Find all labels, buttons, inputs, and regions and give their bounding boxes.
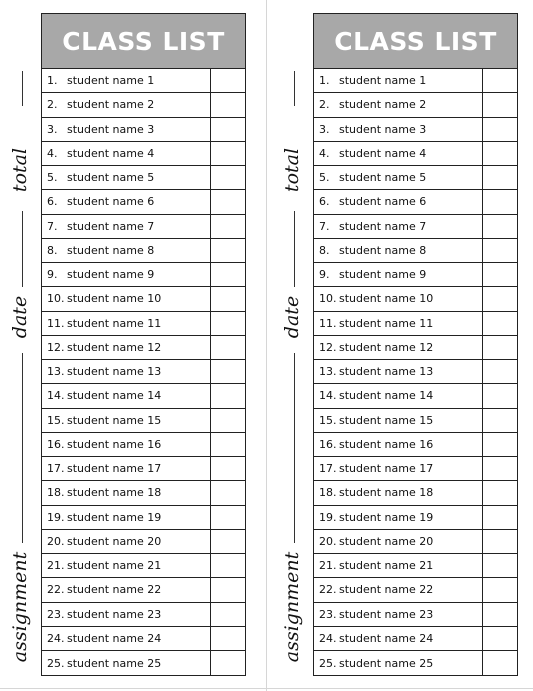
table-row [314, 578, 517, 602]
student-name-cell [42, 360, 210, 383]
student-name: student name 12 [339, 340, 434, 354]
row-number: 25. [47, 656, 65, 670]
table-row [42, 142, 245, 166]
class-list-title: CLASS LIST [334, 26, 497, 56]
date-line [22, 353, 23, 543]
table-row [314, 166, 517, 190]
date-label-text: date [9, 295, 31, 339]
score-cell[interactable] [482, 530, 517, 553]
row-number: 3. [47, 122, 58, 136]
table-row [314, 118, 517, 142]
assignment-label-text: assignment [281, 551, 303, 663]
score-cell[interactable] [210, 554, 245, 577]
student-name-cell [42, 409, 210, 432]
table-row [314, 263, 517, 287]
score-cell[interactable] [482, 118, 517, 141]
score-cell[interactable] [210, 93, 245, 116]
student-name: student name 4 [339, 146, 427, 160]
student-name-cell [314, 312, 482, 335]
table-row [42, 263, 245, 287]
student-name-cell [314, 336, 482, 359]
student-name: student name 11 [67, 316, 162, 330]
table-row [42, 409, 245, 433]
table-row [42, 239, 245, 263]
class-list-header [314, 14, 517, 69]
score-cell[interactable] [482, 409, 517, 432]
student-name: student name 15 [339, 413, 434, 427]
student-name-cell [42, 603, 210, 626]
student-name: student name 22 [339, 583, 434, 597]
score-cell[interactable] [482, 93, 517, 116]
student-name-cell [42, 215, 210, 238]
table-row [314, 360, 517, 384]
student-name-cell [314, 142, 482, 165]
student-name-cell [42, 336, 210, 359]
score-cell[interactable] [210, 263, 245, 286]
row-number: 12. [319, 340, 337, 354]
table-row [314, 409, 517, 433]
student-name: student name 10 [339, 292, 434, 306]
table-row [314, 287, 517, 311]
table-row [42, 457, 245, 481]
table-row [314, 190, 517, 214]
student-name: student name 13 [67, 365, 162, 379]
score-cell[interactable] [482, 627, 517, 650]
score-cell[interactable] [210, 215, 245, 238]
score-cell[interactable] [482, 190, 517, 213]
student-name: student name 1 [339, 74, 427, 88]
student-name-cell [314, 578, 482, 601]
student-name: student name 9 [339, 268, 427, 282]
table-row [42, 384, 245, 408]
score-cell[interactable] [210, 481, 245, 504]
student-name-cell [314, 263, 482, 286]
table-row [42, 118, 245, 142]
table-row [42, 360, 245, 384]
score-cell[interactable] [482, 239, 517, 262]
row-number: 24. [319, 631, 337, 645]
student-name-cell [314, 239, 482, 262]
table-row [314, 433, 517, 457]
student-name: student name 8 [339, 243, 427, 257]
student-name-cell [314, 554, 482, 577]
table-row [42, 554, 245, 578]
student-rows [42, 69, 245, 675]
student-name-cell [314, 530, 482, 553]
score-cell[interactable] [482, 360, 517, 383]
total-label-text: total [9, 147, 31, 193]
row-number: 18. [47, 486, 65, 500]
side-labels [272, 13, 312, 678]
row-number: 23. [319, 607, 337, 621]
student-name: student name 17 [339, 462, 434, 476]
student-name: student name 7 [67, 219, 155, 233]
student-name-cell [314, 384, 482, 407]
student-name-cell [42, 239, 210, 262]
row-number: 11. [319, 316, 337, 330]
score-cell[interactable] [210, 603, 245, 626]
student-rows [314, 69, 517, 675]
row-number: 12. [47, 340, 65, 354]
score-cell[interactable] [210, 530, 245, 553]
score-cell[interactable] [482, 142, 517, 165]
score-cell[interactable] [482, 215, 517, 238]
row-number: 22. [319, 583, 337, 597]
score-cell[interactable] [210, 336, 245, 359]
student-name-cell [42, 433, 210, 456]
table-row [314, 384, 517, 408]
student-name-cell [42, 142, 210, 165]
row-number: 18. [319, 486, 337, 500]
table-row [314, 336, 517, 360]
table-row [42, 312, 245, 336]
score-cell[interactable] [210, 166, 245, 189]
row-number: 13. [319, 365, 337, 379]
score-cell[interactable] [482, 578, 517, 601]
class-list-header [42, 14, 245, 69]
student-name-cell [314, 506, 482, 529]
student-name-cell [42, 457, 210, 480]
row-number: 22. [47, 583, 65, 597]
table-row [42, 287, 245, 311]
student-name: student name 21 [67, 559, 162, 573]
student-name-cell [42, 530, 210, 553]
row-number: 1. [319, 74, 330, 88]
row-number: 5. [319, 171, 330, 185]
row-number: 20. [319, 534, 337, 548]
row-number: 10. [319, 292, 337, 306]
student-name-cell [42, 384, 210, 407]
score-cell[interactable] [482, 506, 517, 529]
student-name: student name 14 [67, 389, 162, 403]
student-name: student name 2 [67, 98, 155, 112]
score-cell[interactable] [210, 312, 245, 335]
student-name-cell [314, 627, 482, 650]
total-label-text: total [281, 147, 303, 193]
table-row [314, 651, 517, 675]
student-name-cell [42, 312, 210, 335]
assignment-label-text: assignment [9, 551, 31, 663]
student-name: student name 9 [67, 268, 155, 282]
score-cell[interactable] [482, 336, 517, 359]
row-number: 6. [47, 195, 58, 209]
row-number: 14. [47, 389, 65, 403]
student-name-cell [42, 578, 210, 601]
row-number: 19. [319, 510, 337, 524]
row-number: 24. [47, 631, 65, 645]
student-name: student name 7 [339, 219, 427, 233]
student-name-cell [314, 409, 482, 432]
table-row [314, 457, 517, 481]
table-row [314, 312, 517, 336]
student-name-cell [314, 93, 482, 116]
score-cell[interactable] [482, 287, 517, 310]
table-row [314, 481, 517, 505]
row-number: 16. [319, 437, 337, 451]
score-cell[interactable] [210, 578, 245, 601]
row-number: 25. [319, 656, 337, 670]
score-cell[interactable] [210, 457, 245, 480]
table-row [42, 93, 245, 117]
bottom-rule [0, 688, 533, 689]
row-number: 20. [47, 534, 65, 548]
student-name: student name 18 [67, 486, 162, 500]
table-row [314, 239, 517, 263]
score-cell[interactable] [482, 603, 517, 626]
row-number: 15. [47, 413, 65, 427]
table-row [42, 166, 245, 190]
score-cell[interactable] [210, 506, 245, 529]
score-cell[interactable] [210, 239, 245, 262]
table-row [42, 433, 245, 457]
student-name-cell [42, 166, 210, 189]
student-name: student name 16 [339, 437, 434, 451]
score-cell[interactable] [482, 651, 517, 675]
score-cell[interactable] [482, 554, 517, 577]
student-name: student name 20 [67, 534, 162, 548]
table-row [42, 190, 245, 214]
row-number: 13. [47, 365, 65, 379]
student-name-cell [42, 651, 210, 675]
row-number: 9. [319, 268, 330, 282]
row-number: 6. [319, 195, 330, 209]
row-number: 21. [47, 559, 65, 573]
student-name-cell [42, 627, 210, 650]
assignment-label [8, 548, 32, 666]
student-name: student name 15 [67, 413, 162, 427]
table-row [42, 215, 245, 239]
score-cell[interactable] [210, 651, 245, 675]
student-name-cell [42, 481, 210, 504]
total-fill-line [294, 71, 295, 106]
row-number: 5. [47, 171, 58, 185]
student-name: student name 1 [67, 74, 155, 88]
row-number: 14. [319, 389, 337, 403]
table-row [314, 627, 517, 651]
row-number: 8. [47, 243, 58, 257]
table-row [314, 215, 517, 239]
assignment-label [280, 548, 304, 666]
student-name: student name 12 [67, 340, 162, 354]
student-name-cell [314, 360, 482, 383]
student-name: student name 5 [67, 171, 155, 185]
student-name: student name 3 [339, 122, 427, 136]
table-row [42, 530, 245, 554]
row-number: 2. [47, 98, 58, 112]
table-row [314, 93, 517, 117]
row-number: 19. [47, 510, 65, 524]
student-name-cell [42, 190, 210, 213]
student-name-cell [42, 263, 210, 286]
student-name-cell [314, 603, 482, 626]
row-number: 7. [47, 219, 58, 233]
student-name-cell [42, 506, 210, 529]
total-line-lower [22, 211, 23, 287]
student-name: student name 2 [339, 98, 427, 112]
table-row [314, 554, 517, 578]
class-list-sheet-left [0, 13, 266, 678]
score-cell[interactable] [482, 481, 517, 504]
student-name-cell [42, 69, 210, 92]
score-cell[interactable] [482, 166, 517, 189]
student-name-cell [314, 457, 482, 480]
row-number: 4. [47, 146, 58, 160]
total-label [8, 141, 32, 199]
row-number: 8. [319, 243, 330, 257]
student-name: student name 17 [67, 462, 162, 476]
class-list-box [41, 13, 246, 676]
row-number: 23. [47, 607, 65, 621]
student-name: student name 5 [339, 171, 427, 185]
student-name-cell [42, 287, 210, 310]
student-name-cell [42, 93, 210, 116]
table-row [42, 627, 245, 651]
side-labels [0, 13, 40, 678]
table-row [42, 69, 245, 93]
student-name: student name 21 [339, 559, 434, 573]
score-cell[interactable] [482, 433, 517, 456]
row-number: 21. [319, 559, 337, 573]
total-line-lower [294, 211, 295, 287]
row-number: 17. [319, 462, 337, 476]
table-row [42, 506, 245, 530]
table-row [42, 578, 245, 602]
student-name: student name 25 [339, 656, 434, 670]
row-number: 10. [47, 292, 65, 306]
score-cell[interactable] [482, 312, 517, 335]
row-number: 9. [47, 268, 58, 282]
class-list-title: CLASS LIST [62, 26, 225, 56]
student-name: student name 10 [67, 292, 162, 306]
table-row [314, 69, 517, 93]
student-name: student name 22 [67, 583, 162, 597]
student-name: student name 6 [339, 195, 427, 209]
row-number: 17. [47, 462, 65, 476]
student-name-cell [42, 118, 210, 141]
score-cell[interactable] [482, 457, 517, 480]
student-name: student name 18 [339, 486, 434, 500]
student-name: student name 16 [67, 437, 162, 451]
score-cell[interactable] [210, 142, 245, 165]
student-name-cell [314, 287, 482, 310]
student-name-cell [314, 433, 482, 456]
score-cell[interactable] [210, 287, 245, 310]
student-name: student name 3 [67, 122, 155, 136]
student-name-cell [314, 481, 482, 504]
student-name-cell [314, 118, 482, 141]
table-row [314, 142, 517, 166]
student-name: student name 6 [67, 195, 155, 209]
student-name: student name 13 [339, 365, 434, 379]
score-cell[interactable] [210, 190, 245, 213]
class-list-box [313, 13, 518, 676]
table-row [314, 506, 517, 530]
table-row [314, 530, 517, 554]
score-cell[interactable] [210, 360, 245, 383]
table-row [42, 603, 245, 627]
row-number: 7. [319, 219, 330, 233]
class-list-sheet-right [272, 13, 533, 678]
score-cell[interactable] [482, 384, 517, 407]
student-name: student name 23 [67, 607, 162, 621]
student-name: student name 11 [339, 316, 434, 330]
student-name: student name 25 [67, 656, 162, 670]
date-label-text: date [281, 295, 303, 339]
student-name: student name 4 [67, 146, 155, 160]
page-divider [266, 0, 267, 691]
student-name: student name 20 [339, 534, 434, 548]
row-number: 16. [47, 437, 65, 451]
row-number: 1. [47, 74, 58, 88]
table-row [314, 603, 517, 627]
total-label [280, 141, 304, 199]
table-row [42, 336, 245, 360]
student-name: student name 19 [67, 510, 162, 524]
score-cell[interactable] [210, 627, 245, 650]
row-number: 15. [319, 413, 337, 427]
student-name-cell [314, 69, 482, 92]
date-label [8, 287, 32, 347]
score-cell[interactable] [210, 409, 245, 432]
student-name: student name 23 [339, 607, 434, 621]
student-name: student name 19 [339, 510, 434, 524]
date-line [294, 353, 295, 543]
row-number: 4. [319, 146, 330, 160]
student-name: student name 24 [67, 631, 162, 645]
student-name-cell [314, 190, 482, 213]
score-cell[interactable] [482, 263, 517, 286]
date-label [280, 287, 304, 347]
student-name-cell [314, 215, 482, 238]
student-name-cell [314, 651, 482, 675]
row-number: 2. [319, 98, 330, 112]
student-name-cell [42, 554, 210, 577]
student-name: student name 24 [339, 631, 434, 645]
student-name: student name 8 [67, 243, 155, 257]
score-cell[interactable] [210, 433, 245, 456]
score-cell[interactable] [210, 118, 245, 141]
score-cell[interactable] [210, 384, 245, 407]
row-number: 3. [319, 122, 330, 136]
total-fill-line [22, 71, 23, 106]
student-name-cell [314, 166, 482, 189]
score-cell[interactable] [210, 69, 245, 92]
student-name: student name 14 [339, 389, 434, 403]
score-cell[interactable] [482, 69, 517, 92]
row-number: 11. [47, 316, 65, 330]
table-row [42, 481, 245, 505]
table-row [42, 651, 245, 675]
